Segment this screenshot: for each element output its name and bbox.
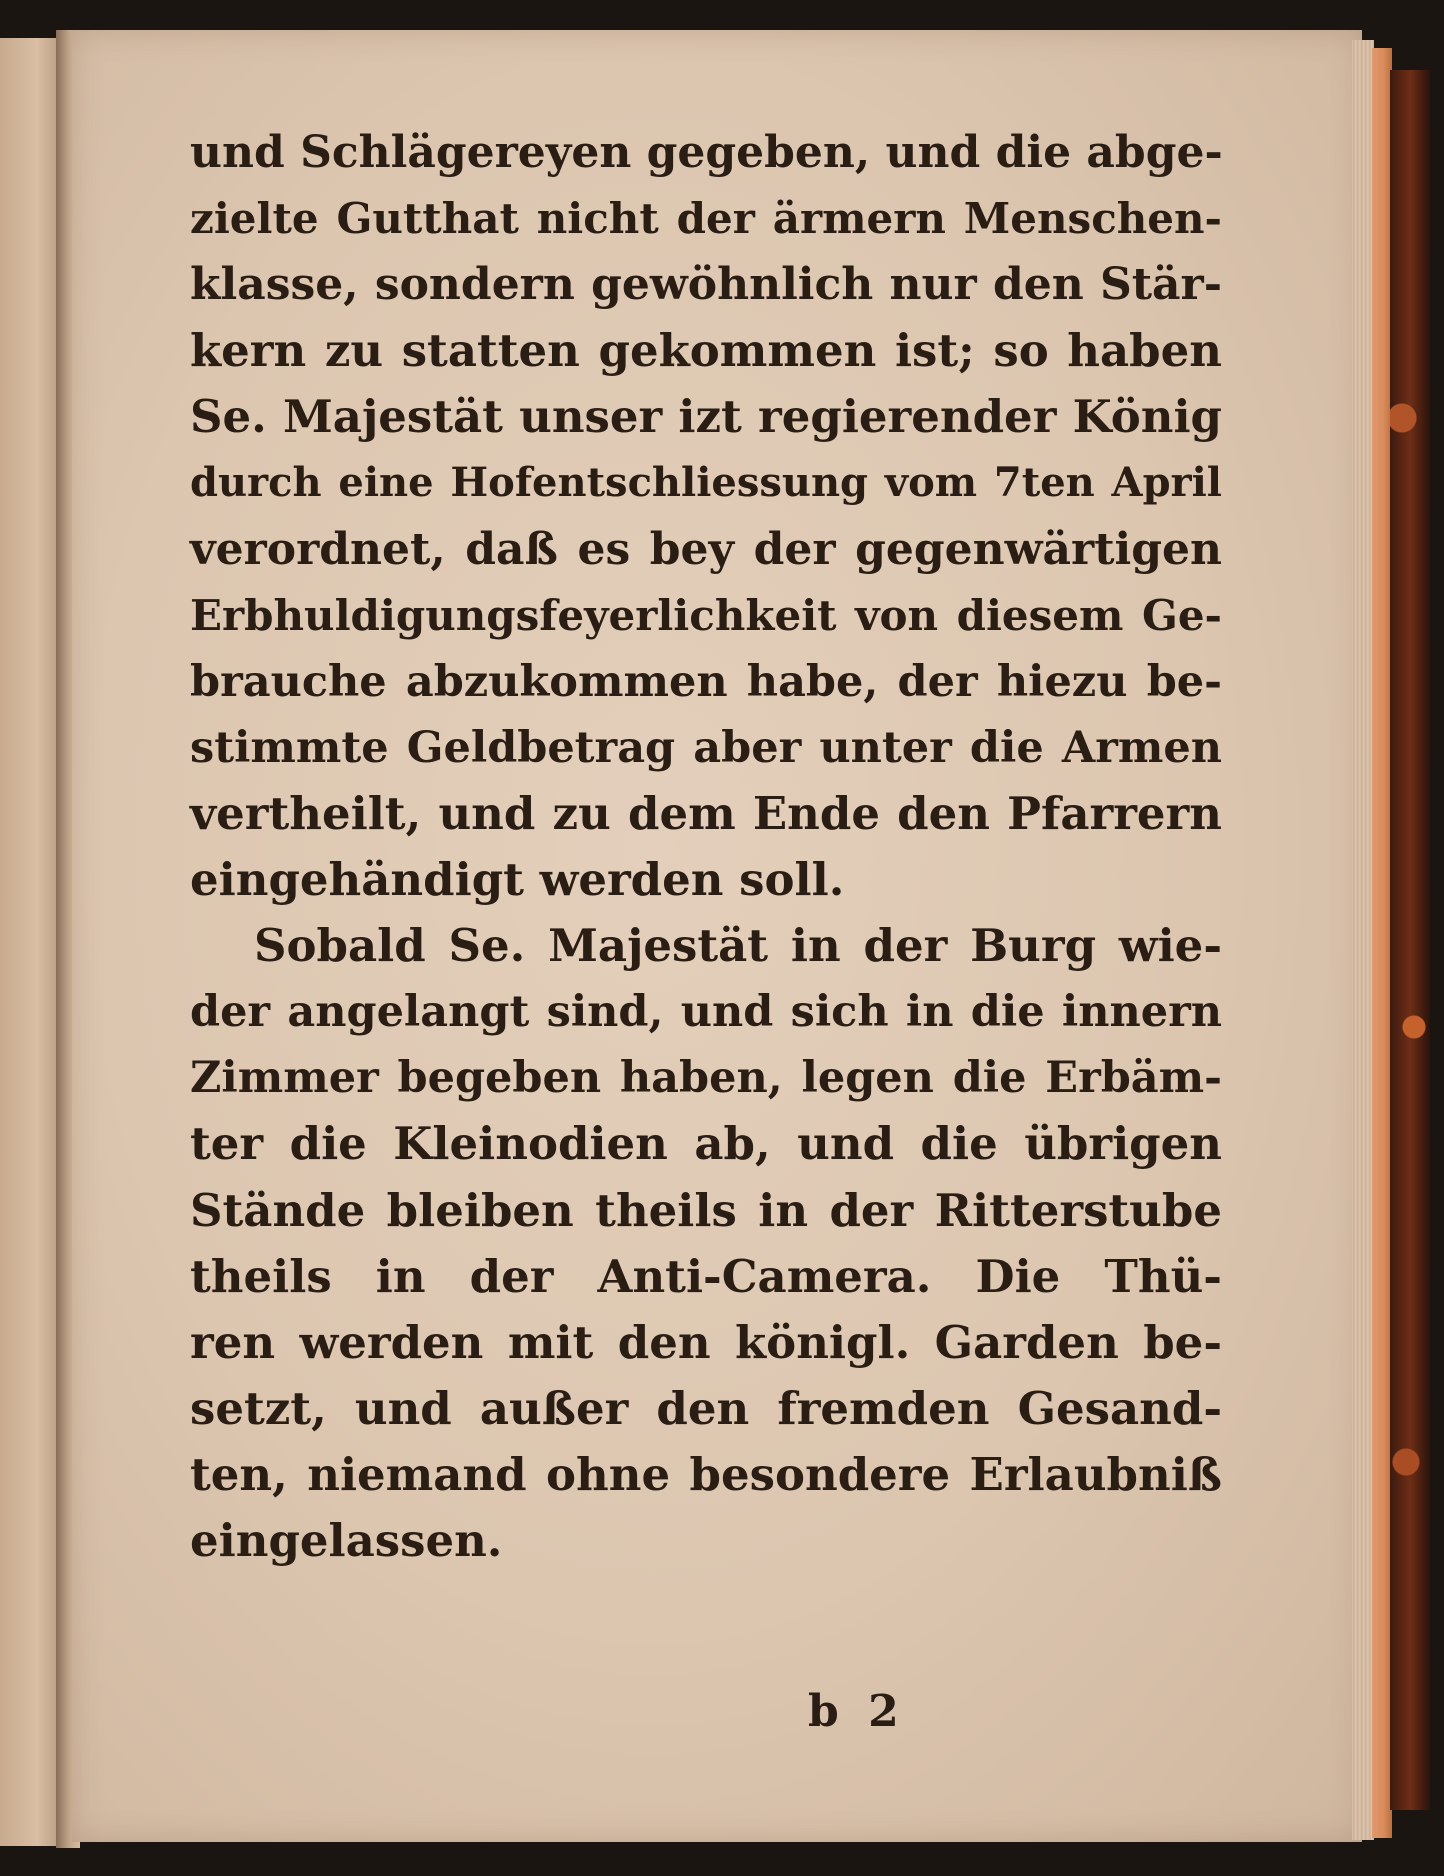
text-line: setzt, und außer den fremden Gesand- bbox=[190, 1381, 1222, 1435]
text-line: Zimmer begeben haben, legen die Erbäm- bbox=[190, 1053, 1222, 1104]
facing-page-edge bbox=[0, 38, 62, 1846]
text-line: eingehändigt werden soll. bbox=[190, 853, 845, 907]
text-line: Se. Majestät unser izt regierender König bbox=[190, 390, 1222, 444]
text-line: ren werden mit den königl. Garden be- bbox=[190, 1315, 1222, 1369]
text-line: verordnet, daß es bey der gegenwärtigen bbox=[190, 523, 1222, 575]
text-line: durch eine Hofentschliessung vom 7ten April bbox=[190, 459, 1222, 507]
text-line: eingelassen. bbox=[190, 1513, 503, 1567]
text-line: und Schlägereyen gegeben, und die abge- bbox=[190, 127, 1223, 178]
cover-edge bbox=[1372, 48, 1392, 1838]
signature-mark: b 2 bbox=[808, 1686, 899, 1737]
text-line: Sobald Se. Majestät in der Burg wie- bbox=[254, 919, 1222, 973]
text-line: Erbhuldigungsfeyerlichkeit von diesem Ge- bbox=[190, 590, 1222, 640]
text-line: ten, niemand ohne besondere Erlaubniß bbox=[190, 1447, 1222, 1501]
text-line: kern zu statten gekommen ist; so haben bbox=[190, 324, 1222, 378]
text-line: der angelangt sind, und sich in die innern bbox=[190, 987, 1222, 1038]
text-line: ter die Kleinodien ab, und die übrigen bbox=[190, 1117, 1222, 1171]
text-line: zielte Gutthat nicht der ärmern Menschen- bbox=[190, 194, 1222, 244]
page-edges bbox=[1352, 40, 1374, 1840]
text-line: Stände bleiben theils in der Ritterstube bbox=[190, 1183, 1222, 1237]
text-line: vertheilt, und zu dem Ende den Pfarrern bbox=[190, 786, 1222, 840]
page-text bbox=[190, 120, 1222, 1574]
text-line: brauche abzukommen habe, der hiezu be- bbox=[190, 656, 1222, 707]
text-line: klasse, sondern gewöhnlich nur den Stär- bbox=[190, 259, 1222, 311]
marbled-binding bbox=[1390, 70, 1430, 1810]
text-line: stimmte Geldbetrag aber unter die Armen bbox=[190, 722, 1222, 773]
text-line: theils in der Anti-Camera. Die Thü- bbox=[190, 1249, 1222, 1303]
